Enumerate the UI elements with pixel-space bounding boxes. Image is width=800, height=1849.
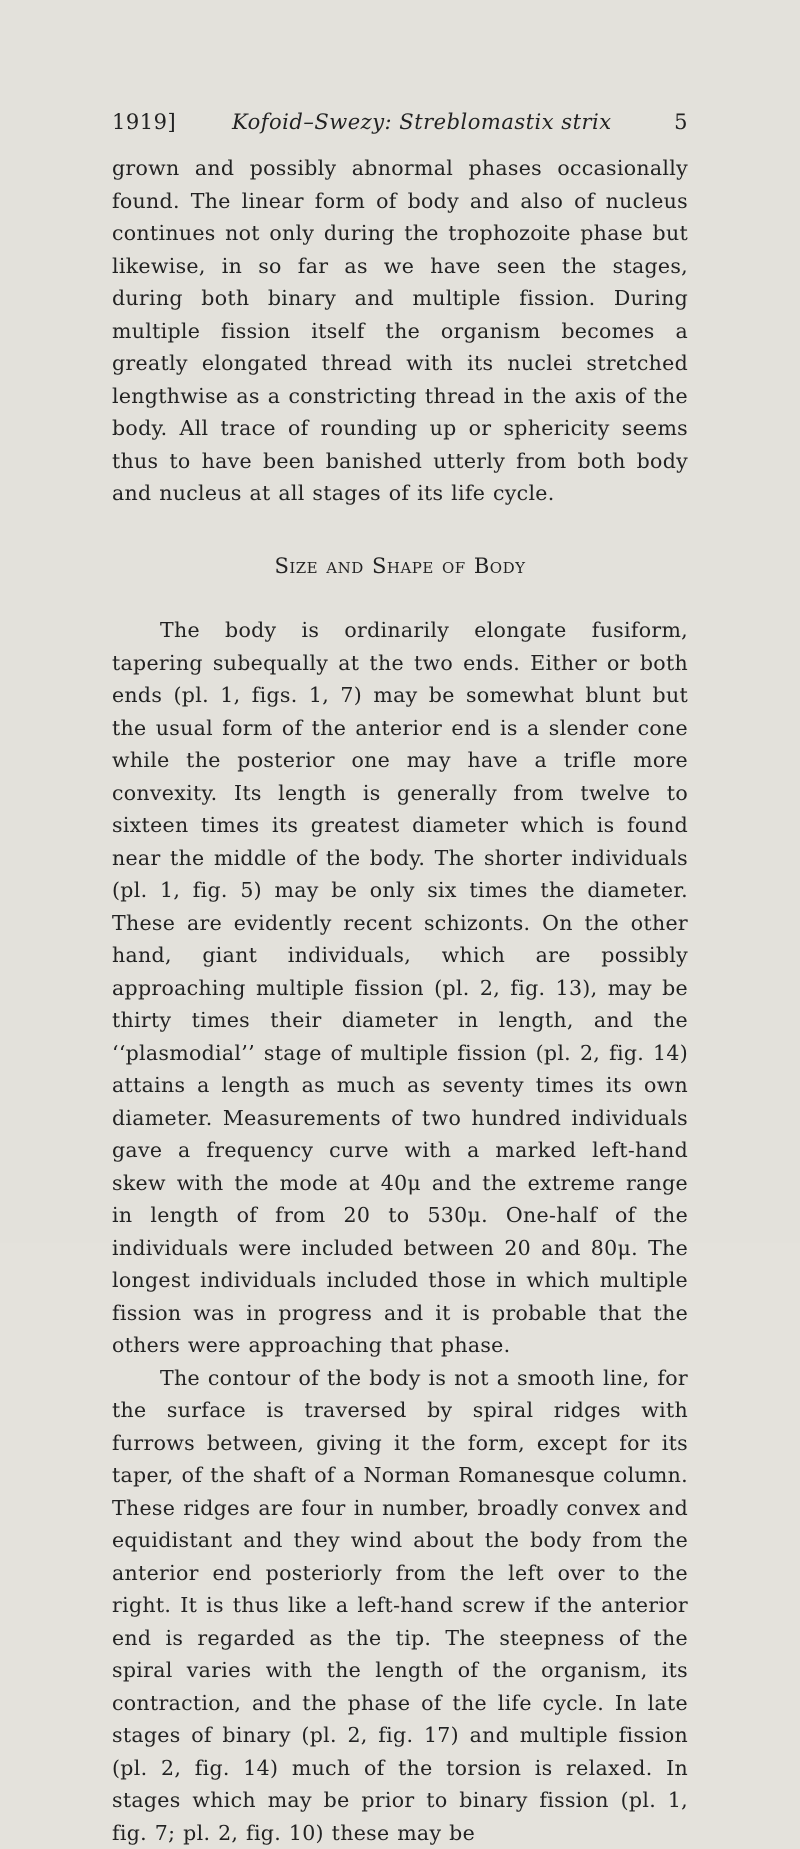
page-number: 5 [674,110,688,134]
body-text [112,152,688,1849]
header-title: Kofoid–Swezy: Streblomastix strix [232,110,612,134]
paragraph-2: The body is ordinarily elongate fusiform, tapering subequally at the two ends. Either or both ends (pl. 1, figs. 1, 7) may be somewhat blunt but the usual form of the anterior end is a slender cone while the posterior one may have a trifle more convexity. Its length is generally from twelve to sixteen times its greatest diameter which is found near the middle of the body. The shorter individuals (pl. 1, fig. 5) may be only six times the diameter. These are evidently recent schizonts. On the other hand, giant individuals, which are possibly approaching multiple fission (pl. 2, fig. 13), may be thirty times their diameter in length, and the ‘‘plasmodial’’ stage of multiple fission (pl. 2, fig. 14) attains a length as much as seventy times its own diameter. Measurements of two hundred individuals gave a frequency curve with a marked left-hand skew with the mode at 40μ and the extreme range in length of from 20 to 530μ. One-half of the individuals were included between 20 and 80μ. The longest individuals included those in which multiple fission was in progress and it is probable that the others were approaching that phase. [112,614,688,1362]
section-heading: Size and Shape of Body [112,550,688,583]
paragraph-1: grown and possibly abnormal phases occasionally found. The linear form of body and also of nucleus continues not only during the trophozoite phase but likewise, in so far as we have seen the stages, during both binary and multiple fission. During multiple fission itself the organism becomes a greatly elongated thread with its nuclei stretched lengthwise as a constricting thread in the axis of the body. All trace of rounding up or sphericity seems thus to have been banished utterly from both body and nucleus at all stages of its life cycle. [112,152,688,510]
running-header [112,110,688,150]
paragraph-3: The contour of the body is not a smooth line, for the surface is traversed by spiral ridges with furrows between, giving it the form, except for its taper, of the shaft of a Norman Romanesque column. These ridges are four in number, broadly convex and equidistant and they wind about the body from the anterior end posteriorly from the left over to the right. It is thus like a left-hand screw if the anterior end is regarded as the tip. The steepness of the spiral varies with the length of the organism, its contraction, and the phase of the life cycle. In late stages of binary (pl. 2, fig. 17) and multiple fission (pl. 2, fig. 14) much of the torsion is relaxed. In stages which may be prior to binary fission (pl. 1, fig. 7; pl. 2, fig. 10) these may be [112,1362,688,1849]
header-year: 1919] [112,110,176,134]
